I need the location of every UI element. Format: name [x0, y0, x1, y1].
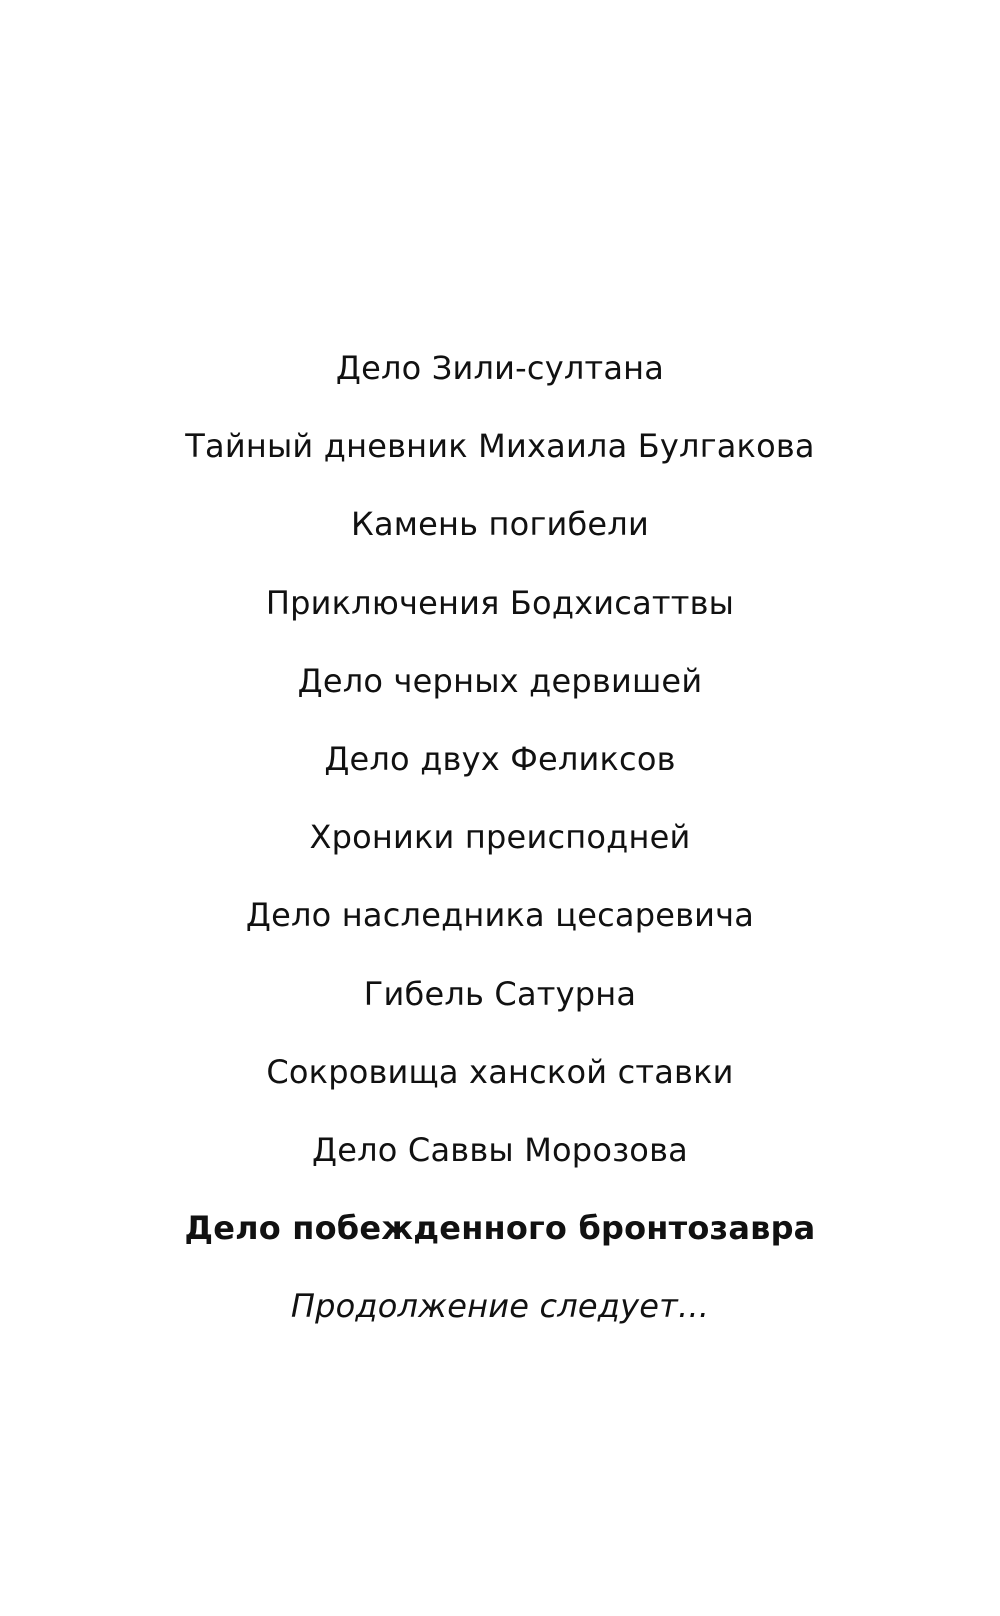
book-series-list — [0, 348, 1000, 1286]
continuation-note: Продолжение следует... — [290, 1287, 710, 1325]
series-title: Дело двух Феликсов — [324, 739, 676, 778]
series-title: Хроники преисподней — [309, 818, 691, 857]
current-series-title: Дело побежденного бронтозавра — [184, 1209, 816, 1248]
series-title: Сокровища ханской ставки — [266, 1052, 734, 1091]
series-title: Тайный дневник Михаила Булгакова — [185, 427, 815, 466]
series-title: Камень погибели — [351, 505, 649, 544]
series-title: Дело черных дервишей — [297, 661, 703, 700]
series-title: Дело Саввы Морозова — [312, 1130, 688, 1169]
series-title: Приключения Бодхисаттвы — [265, 583, 735, 622]
series-title: Дело Зили-султана — [335, 349, 665, 387]
series-title: Гибель Сатурна — [363, 974, 637, 1013]
series-title: Дело наследника цесаревича — [245, 896, 755, 935]
